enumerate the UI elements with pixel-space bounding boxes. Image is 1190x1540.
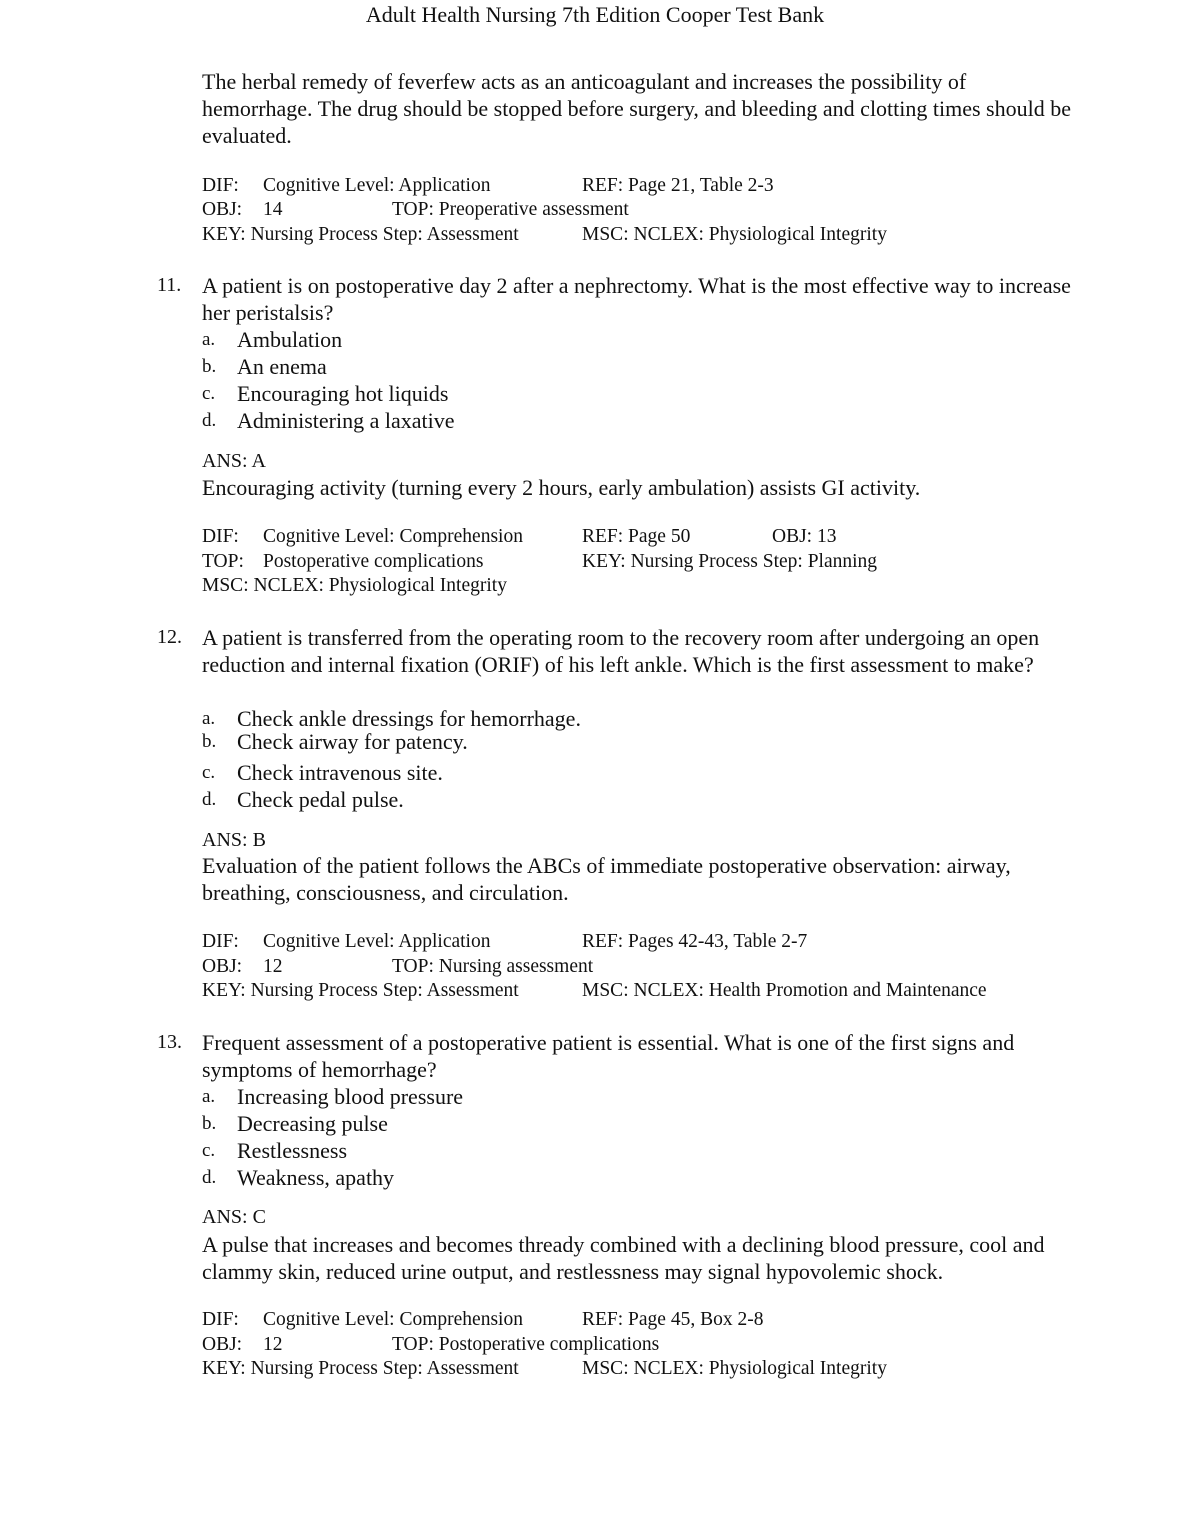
- q10-obj: 14: [263, 199, 283, 220]
- q11-top-label: TOP:: [202, 551, 244, 572]
- q11-dif-label: DIF:: [202, 526, 239, 547]
- q10-top: TOP: Preoperative assessment: [392, 199, 629, 220]
- q12-key: KEY: Nursing Process Step: Assessment: [202, 980, 519, 1001]
- q11-msc: MSC: NCLEX: Physiological Integrity: [202, 575, 507, 596]
- q12-answer: ANS: B: [202, 829, 266, 851]
- q11-rationale: Encouraging activity (turning every 2 hours, early ambulation) assists GI activity.: [202, 475, 921, 500]
- q12-rationale: Evaluation of the patient follows the ABCs of immediate postoperative observation: airway, breathing, consciousness, and circulation.: [202, 853, 1011, 905]
- q12-option-a: Check ankle dressings for hemorrhage.: [237, 706, 581, 731]
- q12-option-d-letter: d.: [202, 789, 217, 810]
- q11-answer: ANS: A: [202, 450, 266, 472]
- q10-key: KEY: Nursing Process Step: Assessment: [202, 224, 519, 245]
- q11-ref: REF: Page 50: [582, 526, 691, 547]
- q12-option-b: Check airway for patency.: [237, 729, 468, 754]
- q11-option-c-letter: c.: [202, 383, 216, 404]
- q13-ref: REF: Page 45, Box 2-8: [582, 1309, 764, 1330]
- q13-dif: Cognitive Level: Comprehension: [263, 1309, 523, 1330]
- q13-option-a: Increasing blood pressure: [237, 1084, 464, 1109]
- q12-option-b-letter: b.: [202, 731, 217, 752]
- q12-dif: Cognitive Level: Application: [263, 931, 491, 952]
- q12-dif-label: DIF:: [202, 931, 239, 952]
- q11-option-c: Encouraging hot liquids: [237, 381, 449, 406]
- q12-msc: MSC: NCLEX: Health Promotion and Maintenance: [582, 980, 987, 1001]
- q12-number: 12.: [157, 626, 182, 648]
- q12-option-d: Check pedal pulse.: [237, 787, 404, 812]
- q11-number: 11.: [157, 274, 182, 296]
- q12-option-c: Check intravenous site.: [237, 760, 443, 785]
- q12-obj: 12: [263, 956, 283, 977]
- q13-answer: ANS: C: [202, 1206, 266, 1228]
- q13-dif-label: DIF:: [202, 1309, 239, 1330]
- page-title: Adult Health Nursing 7th Edition Cooper Test Bank: [365, 2, 825, 27]
- q10-msc: MSC: NCLEX: Physiological Integrity: [582, 224, 887, 245]
- q12-obj-label: OBJ:: [202, 956, 243, 977]
- q13-msc: MSC: NCLEX: Physiological Integrity: [582, 1358, 887, 1379]
- q13-option-d: Weakness, apathy: [237, 1165, 395, 1190]
- q10-rationale: The herbal remedy of feverfew acts as an anticoagulant and increases the possibility of hemorrhage. The drug should be stopped before surgery, and bleeding and clotting times should be evaluated.: [202, 69, 1071, 148]
- q10-dif: Cognitive Level: Application: [263, 175, 491, 196]
- q13-option-b: Decreasing pulse: [237, 1111, 388, 1136]
- q10-ref: REF: Page 21, Table 2-3: [582, 175, 774, 196]
- q13-obj: 12: [263, 1334, 283, 1355]
- q13-rationale: A pulse that increases and becomes thready combined with a declining blood pressure, cool and clammy skin, reduced urine output, and restlessness may signal hypovolemic shock.: [202, 1232, 1045, 1284]
- q13-top: TOP: Postoperative complications: [392, 1334, 660, 1355]
- q12-stem: A patient is transferred from the operating room to the recovery room after undergoing an open reduction and internal fixation (ORIF) of his left ankle. Which is the first assessment to make?: [202, 625, 1040, 677]
- q13-stem: Frequent assessment of a postoperative patient is essential. What is one of the first signs and symptoms of hemorrhage?: [202, 1030, 1015, 1082]
- q11-top: Postoperative complications: [263, 551, 484, 572]
- q13-option-d-letter: d.: [202, 1167, 217, 1188]
- q11-obj: OBJ: 13: [772, 526, 837, 547]
- q13-number: 13.: [157, 1031, 182, 1053]
- q13-option-b-letter: b.: [202, 1113, 217, 1134]
- q12-option-c-letter: c.: [202, 762, 216, 783]
- q13-key: KEY: Nursing Process Step: Assessment: [202, 1358, 519, 1379]
- q10-obj-label: OBJ:: [202, 199, 243, 220]
- q13-option-a-letter: a.: [202, 1086, 216, 1107]
- q12-top: TOP: Nursing assessment: [392, 956, 594, 977]
- q10-dif-label: DIF:: [202, 175, 239, 196]
- q11-option-b: An enema: [237, 354, 327, 379]
- q13-option-c: Restlessness: [237, 1138, 347, 1163]
- q13-option-c-letter: c.: [202, 1140, 216, 1161]
- q11-stem: A patient is on postoperative day 2 after a nephrectomy. What is the most effective way to increase her peristalsis?: [202, 273, 1071, 325]
- q13-obj-label: OBJ:: [202, 1334, 243, 1355]
- q11-key: KEY: Nursing Process Step: Planning: [582, 551, 878, 572]
- q11-option-a: Ambulation: [237, 327, 343, 352]
- q11-dif: Cognitive Level: Comprehension: [263, 526, 523, 547]
- q11-option-b-letter: b.: [202, 356, 217, 377]
- q12-option-a-letter: a.: [202, 708, 216, 729]
- q12-ref: REF: Pages 42-43, Table 2-7: [582, 931, 808, 952]
- q11-option-d-letter: d.: [202, 410, 217, 431]
- q11-option-d: Administering a laxative: [237, 408, 455, 433]
- q11-option-a-letter: a.: [202, 329, 216, 350]
